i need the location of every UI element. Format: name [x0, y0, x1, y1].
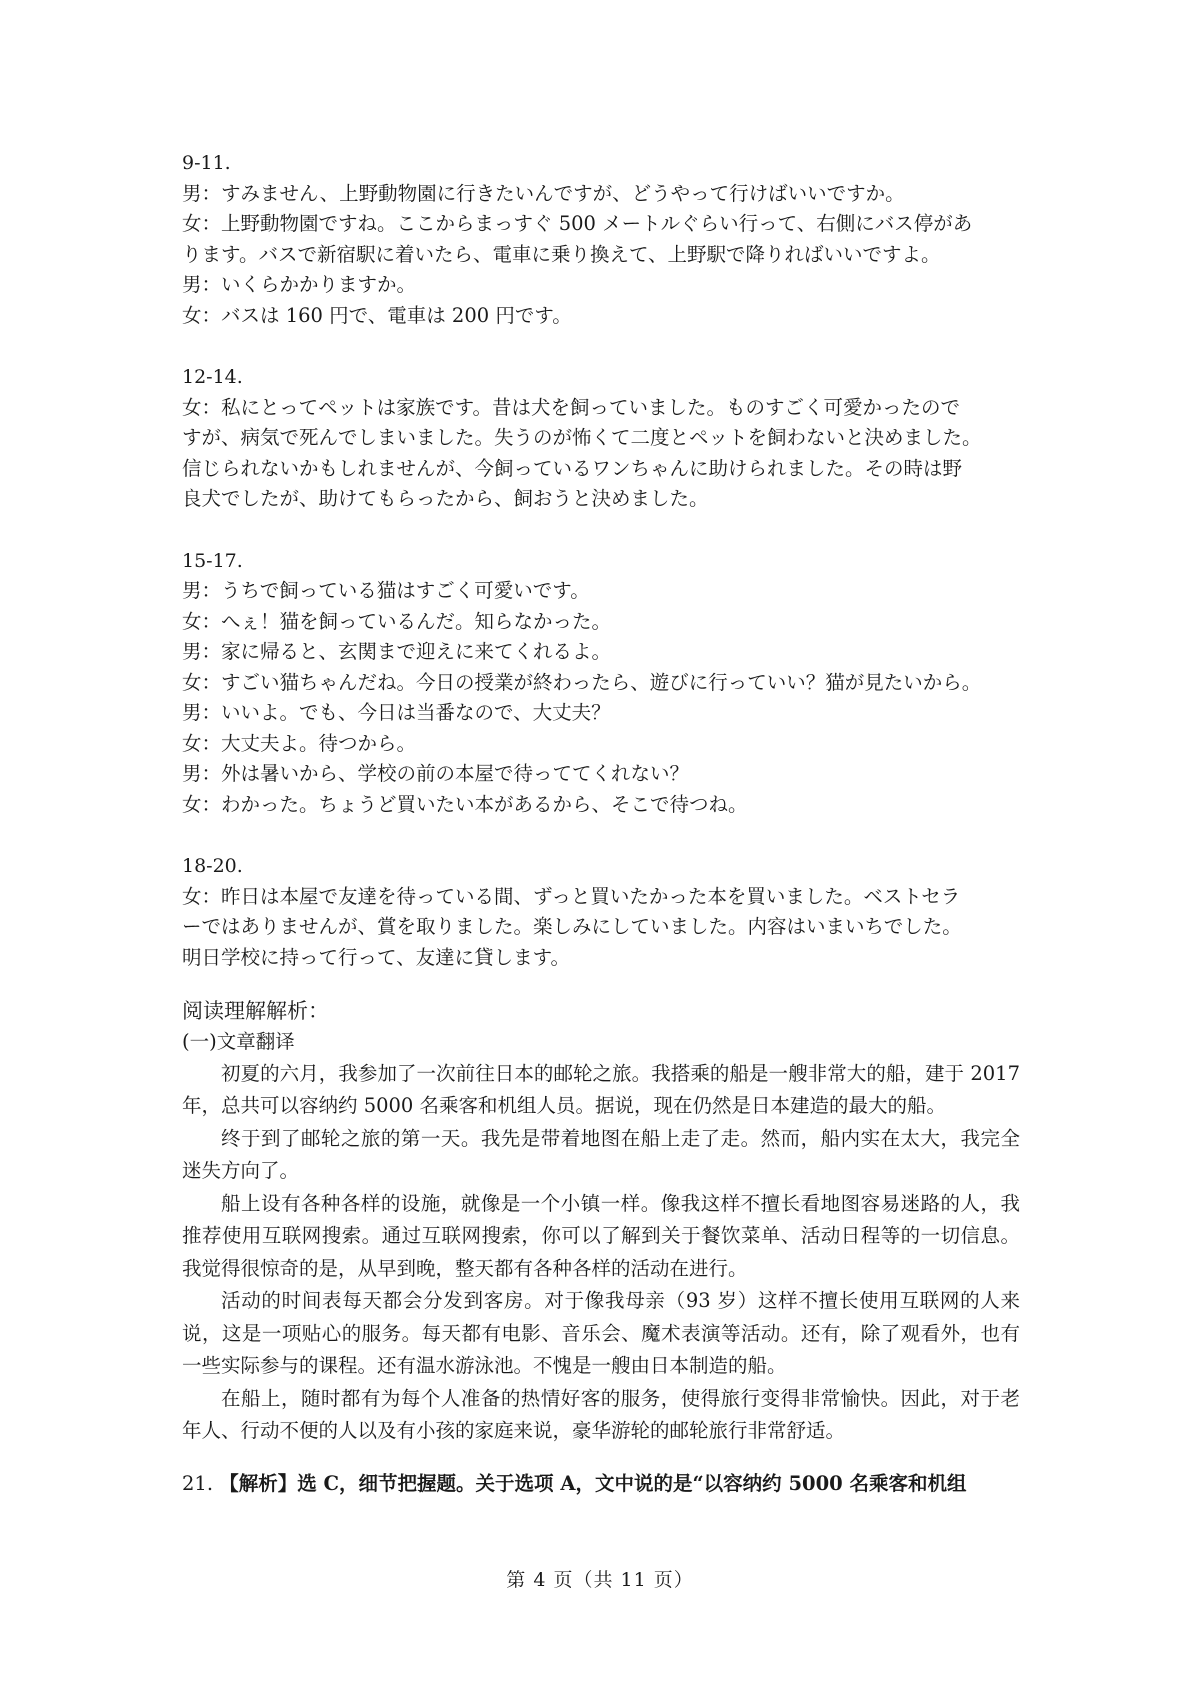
section-12-14 — [182, 362, 1020, 515]
section-15-17 — [182, 546, 1020, 821]
section-9-11 — [182, 148, 1020, 331]
question-21 — [182, 1468, 1020, 1499]
dialogue-line: 男：すみません、上野動物園に行きたいんですが、どうやって行けばいいですか。 — [182, 181, 905, 205]
dialogue-line: 女：私にとってペットは家族です。昔は犬を飼っていました。ものすごく可愛かったので — [182, 395, 961, 419]
dialogue-line: 女：上野動物園ですね。ここからまっすぐ 500 メートルぐらい行って、右側にバス停があ — [182, 212, 973, 235]
dialogue-line: 明日学校に持って行って、友達に貸します。 — [182, 945, 571, 969]
question-number: 21. — [182, 1471, 214, 1495]
reading-heading: 阅读理解解析： — [182, 999, 329, 1023]
dialogue-line: 女：大丈夫よ。待つから。 — [182, 731, 417, 755]
reading-analysis — [182, 995, 1020, 1448]
page-footer: 第 4 页（共 11 页） — [506, 1569, 694, 1591]
reading-subheading: (一)文章翻译 — [182, 1030, 295, 1053]
dialogue-line: 男：うちで飼っている猫はすごく可愛いです。 — [182, 579, 590, 602]
dialogue-line: ーではありませんが、賞を取りました。楽しみにしていました。内容はいまいちでした。 — [182, 915, 962, 938]
translation-paragraph: 船上设有各种各样的设施，就像是一个小镇一样。像我这样不擅长看地图容易迷路的人，我推荐使用互联网搜索。通过互联网搜索，你可以了解到关于餐饮菜单、活动日程等的一切信息。我觉得很惊奇的是，从早到晚，整天都有各种各样的活动在进行。 — [182, 1191, 1020, 1280]
analysis-tag: 【解析】 — [219, 1471, 298, 1495]
section-label: 12-14. — [182, 366, 243, 388]
section-18-20 — [182, 851, 1020, 973]
translation-paragraph: 活动的时间表每天都会分发到客房。对于像我母亲（93 岁）这样不擅长使用互联网的人来说，这是一项贴心的服务。每天都有电影、音乐会、魔术表演等活动。还有，除了观看外，也有一些实际参与的课程。还有温水游泳池。不愧是一艘由日本制造的船。 — [182, 1289, 1020, 1377]
dialogue-line: 男：いいよ。でも、今日は当番なので、大丈夫？ — [182, 701, 611, 724]
dialogue-line: 女：わかった。ちょうど買いたい本があるから、そこで待つね。 — [182, 792, 748, 816]
dialogue-line: 男：いくらかかりますか。 — [182, 273, 417, 296]
dialogue-line: 男：外は暑いから、学校の前の本屋で待っててくれない？ — [182, 762, 690, 785]
question-answer: 选 C，细节把握题。关于选项 A，文中说的是“以容纳约 5000 名乘客和机组 — [297, 1471, 967, 1495]
page-body — [182, 148, 1020, 1499]
dialogue-line: 男：家に帰ると、玄関まで迎えに来てくれるよ。 — [182, 640, 612, 663]
dialogue-line: すが、病気で死んでしまいました。失うのが怖くて二度とペットを飼わないと決めました。 — [182, 426, 982, 449]
dialogue-line: 信じられないかもしれませんが、今飼っているワンちゃんに助けられました。その時は野 — [182, 456, 963, 480]
dialogue-line: 女：昨日は本屋で友達を待っている間、ずっと買いたかった本を買いました。ベストセラ — [182, 884, 961, 908]
translation-paragraph: 终于到了邮轮之旅的第一天。我先是带着地图在船上走了走。然而，船内实在太大，我完全迷失方向了。 — [182, 1126, 1020, 1182]
section-label: 15-17. — [182, 549, 243, 572]
section-label: 18-20. — [182, 855, 243, 877]
section-label: 9-11. — [182, 152, 231, 174]
dialogue-line: 女：バスは 160 円で、電車は 200 円です。 — [182, 303, 572, 327]
translation-paragraph: 在船上，随时都有为每个人准备的热情好客的服务，使得旅行变得非常愉快。因此，对于老年人、行动不便的人以及有小孩的家庭来说，豪华游轮的邮轮旅行非常舒适。 — [182, 1386, 1020, 1442]
dialogue-line: 女：すごい猫ちゃんだね。今日の授業が終わったら、遊びに行っていい？猫が見たいから。 — [182, 670, 982, 694]
dialogue-line: 女：へぇ！猫を飼っているんだ。知らなかった。 — [182, 609, 612, 633]
translation-paragraph: 初夏的六月，我参加了一次前往日本的邮轮之旅。我搭乘的船是一艘非常大的船，建于 2017 年，总共可以容纳约 5000 名乘客和机组人员。据说，现在仍然是日本建造的最大的船。 — [182, 1061, 1020, 1117]
dialogue-line: 良犬でしたが、助けてもらったから、飼おうと決めました。 — [182, 487, 709, 510]
dialogue-line: ります。バスで新宿駅に着いたら、電車に乗り換えて、上野駅で降りればいいですよ。 — [182, 242, 941, 266]
